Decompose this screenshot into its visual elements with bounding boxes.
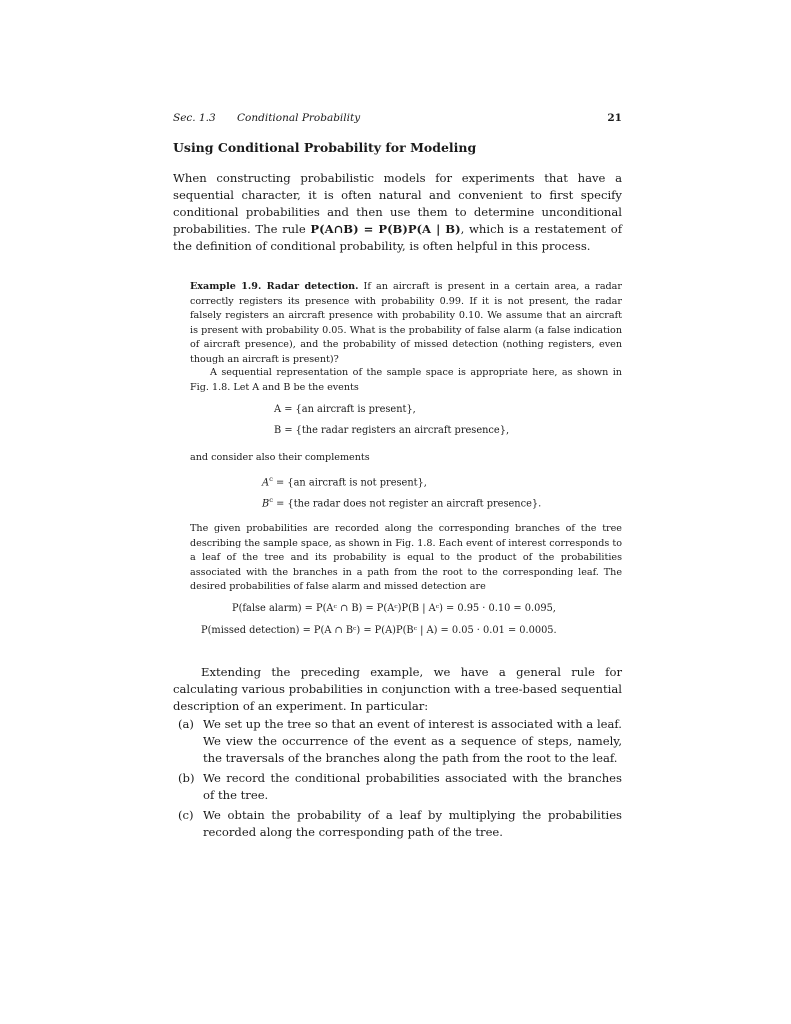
list-label: (a) xyxy=(178,717,194,731)
page-number: 21 xyxy=(607,112,622,124)
complement-superscript: c xyxy=(269,475,273,483)
example-text-1: If an aircraft is present in a certain area, a radar correctly registers its presence with probability 0.99. If it is not present, the radar falsely registers an aircraft presence with probability 0.10. We assume that an aircraft is present with probability 0.05. What is the probability of false alarm (a false indication of aircraft presence), and the probability of missed detection (nothing registers, even though an aircraft is present)? xyxy=(190,281,622,365)
example-label: Example 1.9. Radar detection. xyxy=(190,281,359,292)
event-b-definition: B = {the radar registers an aircraft presence}, xyxy=(274,425,510,436)
list-text: We record the conditional probabilities associated with the branches of the tree. xyxy=(203,771,622,802)
event-b-complement-definition xyxy=(262,496,541,509)
missed-detection-equation: P(missed detection) = P(A ∩ Bᶜ) = P(A)P(Bᶜ | A) = 0.05 · 0.01 = 0.0005. xyxy=(201,625,557,636)
section-title: Using Conditional Probability for Modeling xyxy=(173,140,477,155)
list-text: We obtain the probability of a leaf by multiplying the probabilities recorded along the corresponding path of the tree. xyxy=(203,808,622,839)
list-label: (b) xyxy=(178,771,195,785)
example-paragraph-1 xyxy=(190,280,622,368)
conditional-rule: P(A∩B) = P(B)P(A | B) xyxy=(310,222,461,236)
example-paragraph-3: and consider also their complements xyxy=(190,452,370,463)
example-paragraph-2: A sequential representation of the sample space is appropriate here, as shown in Fig. 1.8. Let A and B be the events xyxy=(190,367,622,393)
event-b-complement-text: = {the radar does not register an aircraft presence}. xyxy=(273,498,542,510)
complement-superscript: c xyxy=(269,496,274,504)
event-a-complement-text: = {an aircraft is not present}, xyxy=(272,477,427,489)
event-a-symbol: A xyxy=(262,477,270,489)
event-b-symbol: B xyxy=(262,498,270,510)
intro-paragraph xyxy=(173,170,622,255)
list-text: We set up the tree so that an event of interest is associated with a leaf. We view the occurrence of the event as a sequence of steps, namely, the traversals of the branches along the path from the root to the leaf. xyxy=(203,717,622,765)
example-paragraph-4: The given probabilities are recorded along the corresponding branches of the tree describing the sample space, as shown in Fig. 1.8. Each event of interest corresponds to a leaf of the tree and its probability is equal to the product of the probabilities associated with the branches in a path from the root to the corresponding leaf. The desired probabilities of false alarm and missed detection are xyxy=(190,523,622,593)
chapter-title: Conditional Probability xyxy=(237,112,361,124)
false-alarm-equation: P(false alarm) = P(Aᶜ ∩ B) = P(Aᶜ)P(B | Aᶜ) = 0.95 · 0.10 = 0.095, xyxy=(232,603,556,614)
event-a-definition: A = {an aircraft is present}, xyxy=(274,404,416,415)
list-label: (c) xyxy=(178,808,194,822)
intro-text-1: When constructing probabilistic models for experiments that have a sequential character, it is often natural and convenient to first specify conditional probabilities and then use them to determine unconditional probabilities. The rule xyxy=(173,171,622,236)
event-a-complement-definition xyxy=(262,475,427,488)
section-number: Sec. 1.3 xyxy=(173,112,216,124)
extend-paragraph: Extending the preceding example, we have a general rule for calculating various probabilities in conjunction with a tree-based sequential description of an experiment. In particular: xyxy=(173,665,622,713)
intro-text-2: , which is a restatement of the definition of conditional probability, is often helpful in this process. xyxy=(173,222,623,253)
